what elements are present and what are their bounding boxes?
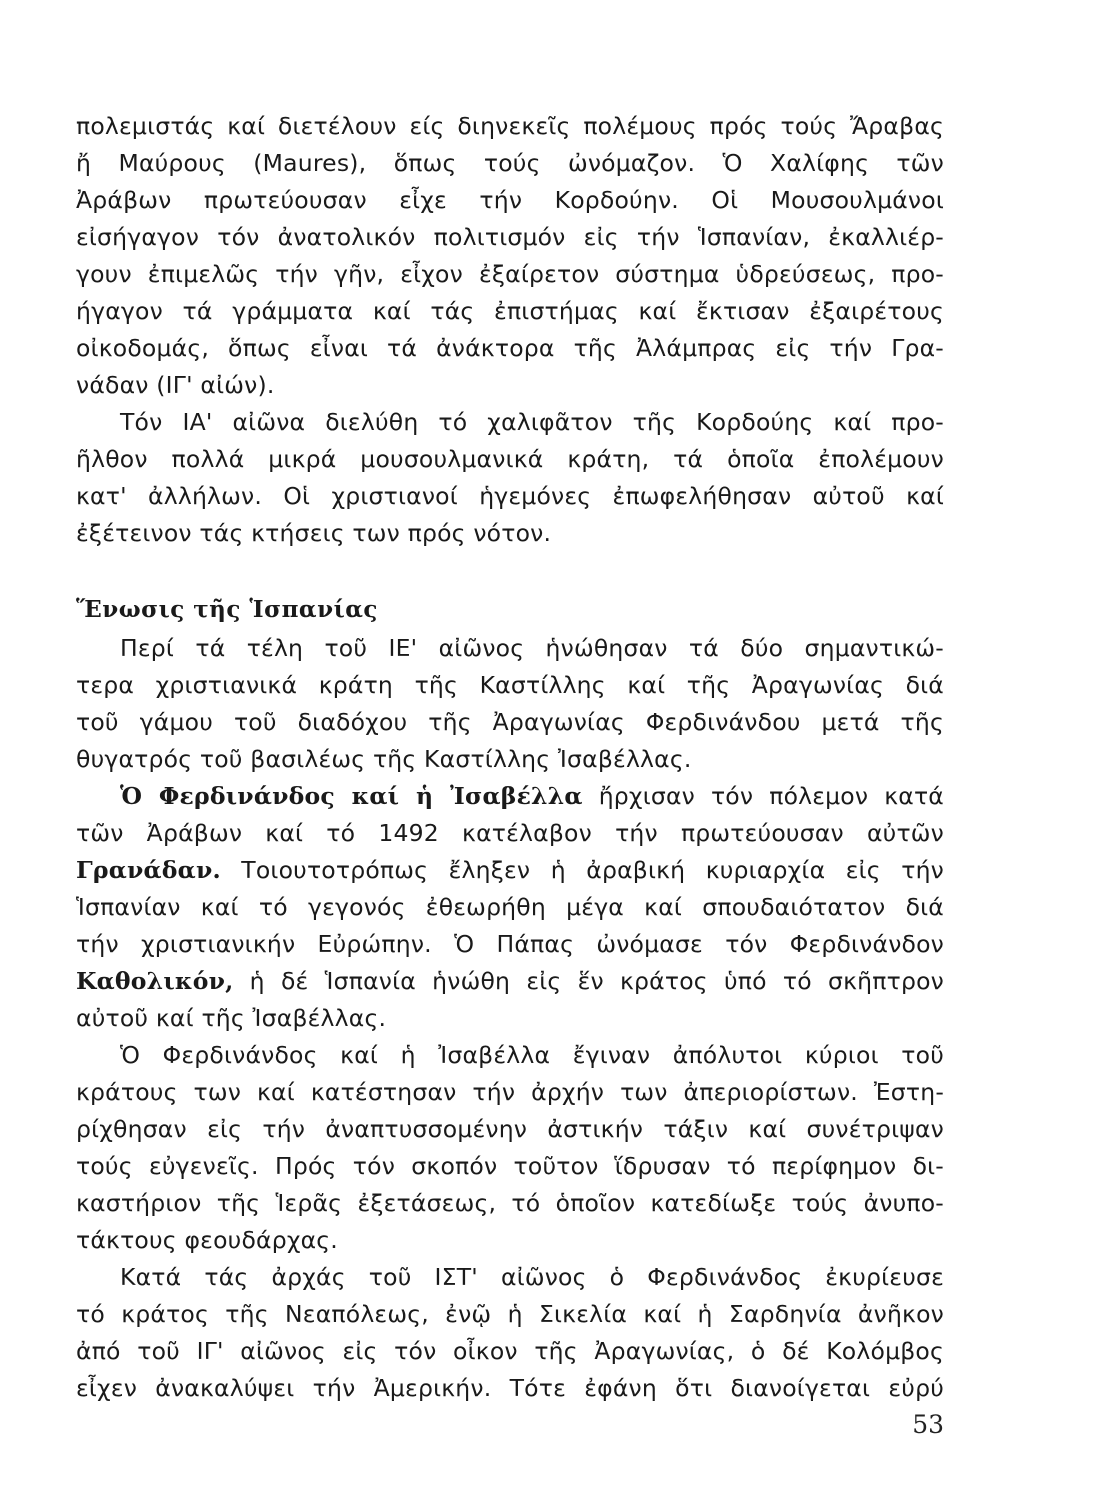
bold-catholic: Καθολικόν,	[76, 967, 234, 995]
text-line: κράτους των καί κατέστησαν τήν ἀρχήν των ἀπεριορίστων. Ἐστη-	[76, 1078, 944, 1106]
text-line: νάδαν (ΙΓ' αἰών).	[76, 371, 275, 399]
text-line: θυγατρός τοῦ βασιλέως τῆς Καστίλλης Ἰσαβέλλας.	[76, 745, 692, 773]
text-line: εἰσήγαγον τόν ἀνατολικόν πολιτισμόν εἰς τήν Ἱσπανίαν, ἐκαλλιέρ-	[76, 223, 944, 251]
text-line: ἤ Μαύρους (Maures), ὅπως τούς ὠνόμαζον. Ὁ Χαλίφης τῶν	[76, 149, 944, 177]
paragraph-2	[76, 404, 944, 552]
text-run: ἤρχισαν τόν πόλεμον κατά	[582, 782, 944, 810]
section-heading: Ἕνωσις τῆς Ἱσπανίας	[76, 596, 378, 623]
text-line: τοῦ γάμου τοῦ διαδόχου τῆς Ἀραγωνίας Φερδινάνδου μετά τῆς	[76, 708, 944, 736]
text-line: Ἀράβων πρωτεύουσαν εἶχε τήν Κορδούην. Οἱ Μουσουλμάνοι	[76, 186, 944, 214]
paragraph-5	[76, 1037, 944, 1259]
text-line: πολεμιστάς καί διετέλουν είς διηνεκεῖς πολέμους πρός τούς Ἄραβας	[76, 112, 944, 140]
text-line	[76, 963, 944, 1000]
bold-granada: Γρανάδαν.	[76, 856, 221, 884]
page-number: 53	[912, 1410, 944, 1439]
section-gap	[76, 552, 944, 590]
bold-names: Ὁ Φερδινάνδος καί ἡ Ἰσαβέλλα	[120, 782, 583, 810]
paragraph-3	[76, 630, 944, 778]
text-line: Ἱσπανίαν καί τό γεγονός ἐθεωρήθη μέγα καί σπουδαιότατον διά	[76, 893, 944, 921]
text-line	[76, 852, 944, 889]
text-line: αὐτοῦ καί τῆς Ἰσαβέλλας.	[76, 1004, 387, 1032]
text-line: ήγαγον τά γράμματα καί τάς ἐπιστήμας καί ἔκτισαν ἐξαιρέτους	[76, 297, 944, 325]
text-run: Τοιουτοτρόπως ἔληξεν ἡ ἀραβική κυριαρχία εἰς τήν	[220, 856, 944, 884]
text-line: Κατά τάς ἀρχάς τοῦ ΙΣΤ' αἰῶνος ὁ Φερδινάνδος ἐκυρίευσε	[120, 1263, 944, 1291]
text-line: ἀπό τοῦ ΙΓ' αἰῶνος εἰς τόν οἶκον τῆς Ἀραγωνίας, ὁ δέ Κολόμβος	[76, 1337, 944, 1365]
paragraph-1	[76, 108, 944, 404]
text-line: κατ' ἀλλήλων. Οἱ χριστιανοί ἡγεμόνες ἐπωφελήθησαν αὐτοῦ καί	[76, 482, 944, 510]
text-line: τήν χριστιανικήν Εὐρώπην. Ὁ Πάπας ὠνόμασε τόν Φερδινάνδον	[76, 930, 944, 958]
text-line: τό κράτος τῆς Νεαπόλεως, ἐνῷ ἡ Σικελία καί ἡ Σαρδηνία ἀνῆκον	[76, 1300, 944, 1328]
text-line: εἶχεν ἀνακαλύψει τήν Ἀμερικήν. Τότε ἐφάνη ὅτι διανοίγεται εὐρύ	[76, 1374, 944, 1402]
paragraph-4	[76, 778, 944, 1037]
text-line: Τόν ΙΑ' αἰῶνα διελύθη τό χαλιφᾶτον τῆς Κορδούης καί προ-	[120, 408, 944, 436]
text-line: καστήριον τῆς Ἱερᾶς ἐξετάσεως, τό ὁποῖον κατεδίωξε τούς ἀνυπο-	[76, 1189, 944, 1217]
text-line: οἰκοδομάς, ὅπως εἶναι τά ἀνάκτορα τῆς Ἀλάμπρας εἰς τήν Γρα-	[76, 334, 944, 362]
paragraph-6	[76, 1259, 944, 1407]
page-body	[76, 108, 944, 1458]
text-line	[76, 778, 944, 815]
text-line: τῶν Ἀράβων καί τό 1492 κατέλαβον τήν πρωτεύουσαν αὐτῶν	[76, 819, 944, 847]
text-line: τάκτους φεουδάρχας.	[76, 1226, 338, 1254]
text-line: γουν ἐπιμελῶς τήν γῆν, εἶχον ἐξαίρετον σύστημα ὑδρεύσεως, προ-	[76, 260, 944, 288]
text-line: ῆλθον πολλά μικρά μουσουλμανικά κράτη, τά ὁποῖα ἐπολέμουν	[76, 445, 944, 473]
text-line: τούς εὐγενεῖς. Πρός τόν σκοπόν τοῦτον ἵδρυσαν τό περίφημον δι-	[76, 1152, 944, 1180]
text-line: Ὁ Φερδινάνδος καί ἡ Ἰσαβέλλα ἔγιναν ἀπόλυτοι κύριοι τοῦ	[120, 1041, 944, 1069]
text-line: ἐξέτεινον τάς κτήσεις των πρός νότον.	[76, 519, 552, 547]
text-line: ρίχθησαν εἰς τήν ἀναπτυσσομένην ἀστικήν τάξιν καί συνέτριψαν	[76, 1115, 944, 1143]
text-run: ἡ δέ Ἱσπανία ἡνώθη εἰς ἕν κράτος ὑπό τό σκῆπτρον	[233, 967, 944, 995]
text-line: Περί τά τέλη τοῦ ΙΕ' αἰῶνος ἡνώθησαν τά δύο σημαντικώ-	[120, 634, 944, 662]
text-line: τερα χριστιανικά κράτη τῆς Καστίλλης καί τῆς Ἀραγωνίας διά	[76, 671, 944, 699]
